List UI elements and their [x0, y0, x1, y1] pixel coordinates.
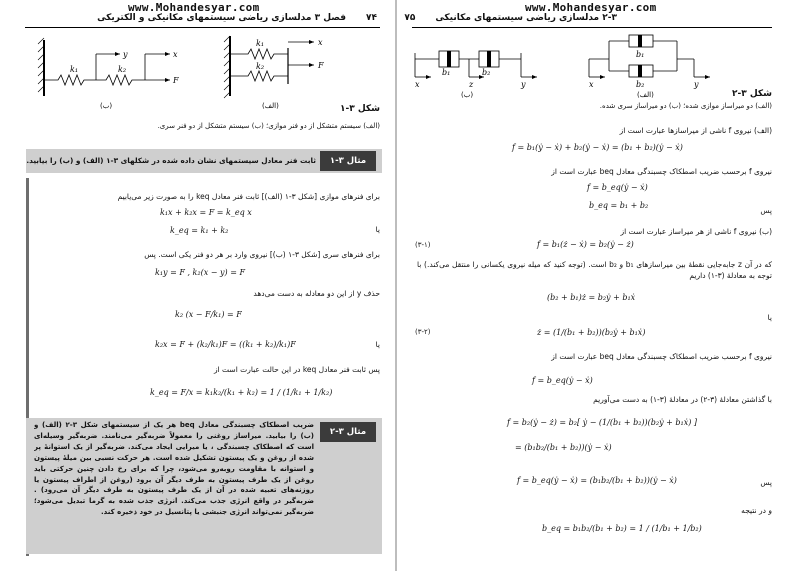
left-page [0, 0, 396, 571]
right-page [397, 0, 794, 571]
or-label: یا [375, 340, 380, 349]
subfigure-a-label: (الف) [262, 102, 279, 110]
header-rule [412, 27, 772, 28]
substitution-line: با گذاشتن معادلهٔ (۳-۲) در معادلهٔ (۳-۱) به دست می‌آوریم [593, 395, 772, 404]
watermark: www.Mohandesyar.com [525, 1, 657, 14]
z-explanation-paragraph: که در آن z جابه‌جایی نقطهٔ بین میراسازهای b₁ و b₂ است. (توجه کنید که میله نیروی یکسانی را منتقل می‌کند.) با توجه به معادلهٔ (۳-۱) داریم [417, 260, 773, 281]
chapter-header: ۲-۳ مدلسازی ریاضی سیستمهای مکانیکی [435, 13, 617, 23]
example-3-2-label: مثال ۳-۲ [320, 422, 376, 442]
spring-diagram [30, 34, 380, 114]
y-label: y [521, 80, 526, 89]
b1-label: b₁ [442, 68, 451, 77]
therefore-label: پس [760, 478, 772, 487]
x-label: x [589, 80, 594, 89]
equation-parallel-damper-force: f = b₁(ẏ − ẋ) + b₂(ẏ − ẋ) = (b₁ + b₂)(ẏ − ẋ) [512, 143, 683, 152]
figure-3-1 [30, 34, 380, 114]
page-number: ۷۵ [404, 13, 416, 23]
consequently-label: و در نتیجه [741, 506, 772, 515]
figure-caption-text: (الف) دو میراساز موازی شده؛ (ب) دو میراساز سری شده. [599, 102, 772, 110]
x-label: x [173, 50, 178, 59]
example-3-1-statement: ثابت فنر معادل سیستمهای نشان داده شده در شکلهای ۳-۱ (الف) و (ب) را بیابید. [26, 156, 316, 165]
example-3-1-paragraph-1: برای فنرهای موازی [شکل ۳-۱ (الف)] ثابت فنر معادل keq را به صورت زیر می‌یابیم [117, 192, 380, 201]
equation-beq-force: f = b_eq(ẏ − ẋ) [587, 183, 648, 192]
equation-beq-series: b_eq = b₁b₂/(b₁ + b₂) = 1 / (1/b₁ + 1/b₂) [542, 524, 702, 533]
example-3-1-paragraph-2: برای فنرهای سری [شکل ۳-۱ (ب)] نیروی وارد بر هر دو فنر یکی است. پس [144, 250, 380, 259]
figure-caption-title: شکل ۳-۲ [731, 89, 772, 99]
k1-label: k₁ [70, 65, 79, 74]
watermark: www.Mohandesyar.com [128, 1, 260, 14]
example-3-1-paragraph-4: پس ثابت فنر معادل keq در این حالت عبارت است از [213, 365, 380, 374]
part-b-line: (ب) نیروی f ناشی از هر میراساز عبارت است از [620, 227, 772, 236]
equation-beq-force-2: f = b_eq(ẏ − ẋ) [532, 376, 593, 385]
example-3-1-label: مثال ۳-۱ [320, 151, 376, 171]
subfigure-b-label: (ب) [461, 91, 474, 99]
k1-label: k₁ [256, 39, 265, 48]
chapter-header: فصل ۳ مدلسازی ریاضی سیستمهای مکانیکی و الکتریکی [97, 13, 346, 23]
k2-label: k₂ [118, 65, 127, 74]
equation-keq-parallel: k_eq = k₁ + k₂ [170, 226, 229, 235]
example-3-1-paragraph-3: حذف y از این دو معادله به دست می‌دهد [253, 289, 380, 298]
equation-z-relation: (b₂ + b₁)ż = b₂ẏ + b₁ẋ [547, 293, 636, 302]
b2-label: b₂ [636, 80, 645, 89]
force-label: F [173, 76, 179, 85]
equation-eliminate-y: k₂ (x − F/k₁) = F [175, 310, 242, 319]
x-label: x [415, 80, 420, 89]
equation-f-series: f = b_eq(ẏ − ẋ) = (b₁b₂/(b₁ + b₂))(ẏ − ẋ) [517, 476, 677, 485]
subfigure-b-label: (ب) [100, 102, 113, 110]
therefore-label: پس [760, 206, 772, 215]
subfigure-a-label: (الف) [637, 91, 654, 99]
figure-caption-text: (الف) سیستم متشکل از دو فنر موازی؛ (ب) سیستم متشکل از دو فنر سری. [157, 122, 380, 130]
y-label: y [694, 80, 699, 89]
equation-3-1-number: (۳-۱) [415, 241, 431, 249]
y-label: y [123, 50, 128, 59]
z-label: z [469, 80, 474, 89]
k2-label: k₂ [256, 62, 265, 71]
equation-3-2: ż = (1/(b₁ + b₂))(b₂ẏ + b₁ẋ) [537, 328, 646, 337]
equation-k2x: k₂x = F + (k₂/k₁)F = ((k₁ + k₂)/k₁)F [155, 340, 296, 349]
force-label: F [318, 61, 324, 70]
example-3-2-text: ضریب اصطکاک چسبندگی معادل beq هر یک از سیستمهای شکل ۳-۲ (الف) و (ب) را بیابید. میراساز روغنی را معمولاً ضربه‌گیر می‌نامند. ضربه‌گیر وسیله‌ای است که اصطکاک چسبندگی ، یا میرایی ایجاد می‌کند. ضربه‌گیر از یک استوانهٔ پر شده از روغن و یک پیستون تشکیل شده است. هر حرکت نسبی بین میلهٔ پیستون و استوانه با مقاومت روبه‌رو می‌شود، چرا که برای رخ دادن چنین حرکتی باید روغن از یک طرف پیستون به طرف دیگر آن برود (روغن از اطراف پیستون یا روزنه‌های تعبیه شده در آن از یک طرف پیستون به طرف دیگر آن می‌رود) . ضربه‌گیر در واقع انرژی جذب می‌کند. انرژی جذب شده به گرما تبدیل می‌شود؛ ضربه‌گیر نمی‌تواند انرژی جنبشی یا پتانسیل در خود ذخیره کند. [34, 421, 314, 517]
equation-series-force: k₁y = F , k₂(x − y) = F [155, 268, 245, 277]
beq-definition-line-2: نیروی f برحسب ضریب اصطکاک چسبندگی معادل beq عبارت است از [551, 352, 772, 361]
equation-substitution: f = b₂(ẏ − ż) = b₂[ ẏ − (1/(b₁ + b₂))(b₂ẏ + b₁ẋ) ] [507, 418, 698, 427]
equation-beq-parallel: b_eq = b₁ + b₂ [589, 201, 649, 210]
page-number: ۷۴ [366, 13, 377, 23]
or-label: یا [375, 225, 380, 234]
equation-simplified: = (b₁b₂/(b₁ + b₂))(ẏ − ẋ) [515, 443, 612, 452]
equation-parallel-force: k₁x + k₂x = F = k_eq x [160, 208, 252, 217]
part-a-line: (الف) نیروی f ناشی از میراسازها عبارت است از [619, 126, 772, 135]
equation-3-2-number: (۳-۲) [415, 328, 431, 336]
page-header [97, 13, 377, 27]
figure-caption-title: شکل ۳-۱ [339, 104, 380, 114]
or-label: یا [767, 313, 772, 322]
b2-label: b₂ [482, 68, 491, 77]
b1-label: b₁ [636, 50, 645, 59]
beq-definition-line: نیروی f برحسب ضریب اصطکاک چسبندگی معادل beq عبارت است از [551, 167, 772, 176]
equation-keq-series: k_eq = F/x = k₁k₂/(k₁ + k₂) = 1 / (1/k₁ + 1/k₂) [150, 388, 333, 397]
x-label: x [318, 38, 323, 47]
header-rule [25, 27, 380, 28]
page-header [404, 13, 617, 27]
equation-3-1: f = b₁(ż − ẋ) = b₂(ẏ − ż) [537, 240, 634, 249]
